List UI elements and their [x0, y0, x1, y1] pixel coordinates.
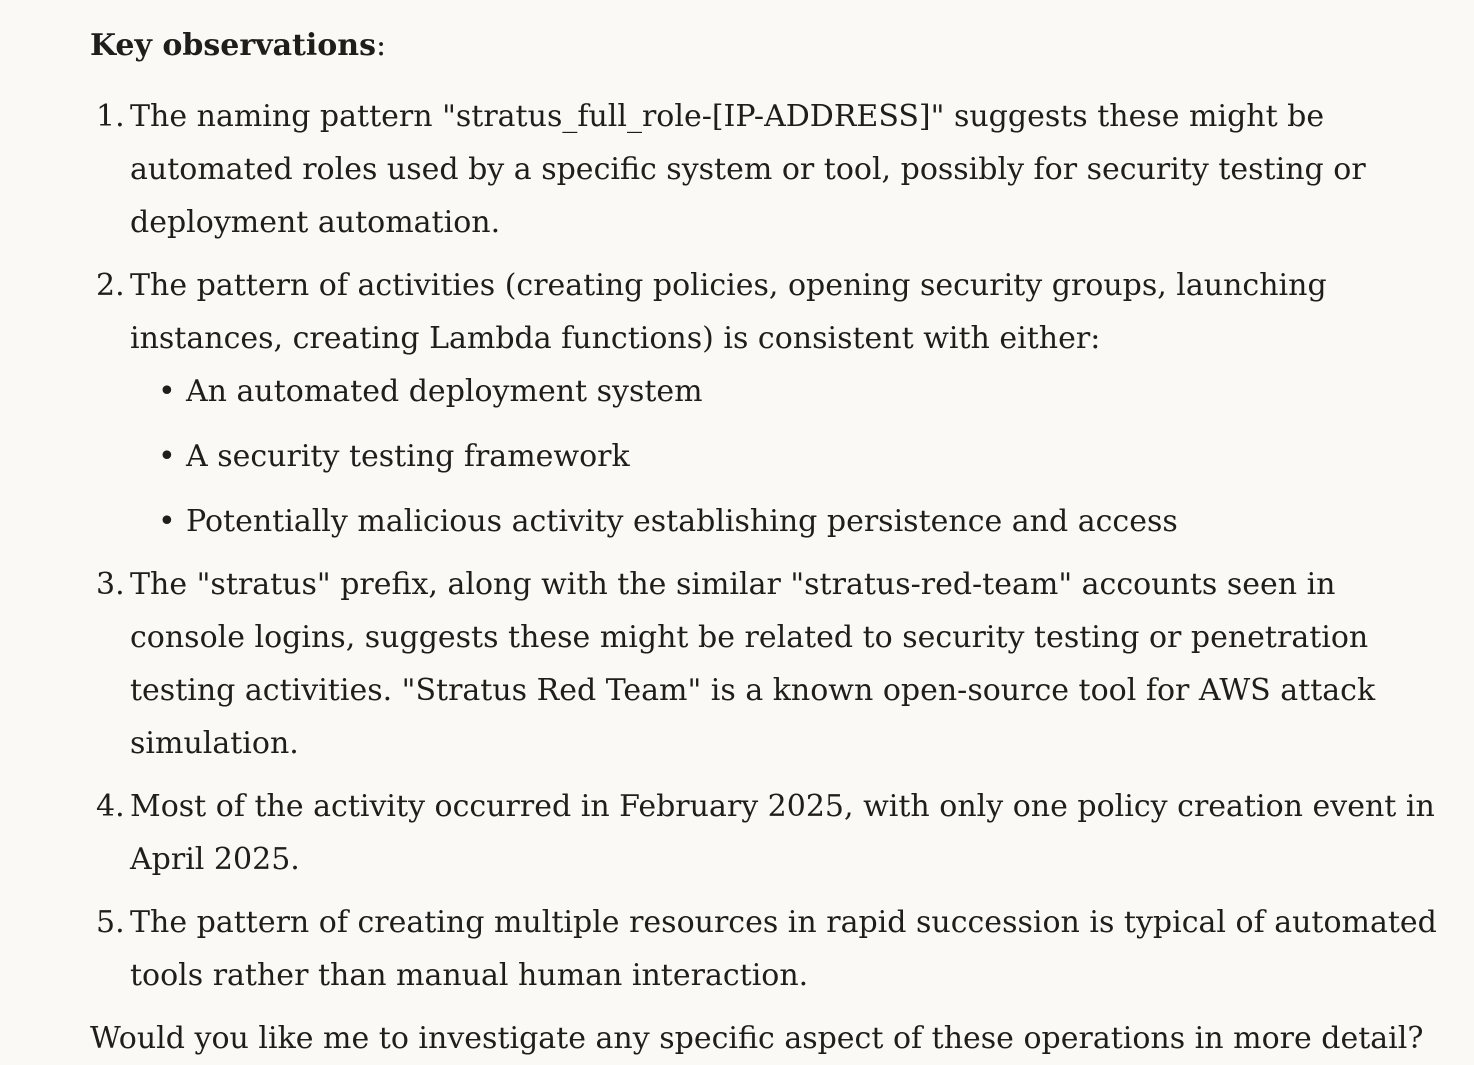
observation-item-5 [96, 896, 1460, 1002]
observation-text: The pattern of activities (creating policies, opening security groups, launching instances, creating Lambda functions) is consistent with either: [130, 268, 1327, 356]
observation-item-4 [96, 780, 1460, 886]
observation-item-3 [96, 558, 1460, 770]
bullet-icon: • [158, 374, 176, 409]
observation-item-1 [96, 90, 1460, 249]
list-item [158, 430, 1460, 483]
heading-label: Key observations [90, 28, 376, 63]
bullet-icon: • [158, 504, 176, 539]
list-item [158, 365, 1460, 418]
list-item-text: A security testing framework [186, 439, 630, 474]
key-observations-heading [90, 19, 1460, 72]
bullet-icon: • [158, 439, 176, 474]
heading-suffix: : [375, 28, 387, 63]
assistant-message [90, 19, 1460, 1065]
observation-number: 4. [96, 789, 125, 824]
activity-possibilities-list [130, 365, 1460, 548]
observation-number: 3. [96, 567, 125, 602]
observation-text: The naming pattern "stratus_full_role-[IP-ADDRESS]" suggests these might be automated roles used by a specific system or tool, possibly for security testing or deployment automation. [130, 99, 1366, 240]
observation-text: The pattern of creating multiple resources in rapid succession is typical of automated tools rather than manual human interaction. [130, 905, 1437, 993]
list-item-text: An automated deployment system [186, 374, 703, 409]
observation-text: Most of the activity occurred in February 2025, with only one policy creation event in April 2025. [130, 789, 1435, 877]
observation-number: 1. [96, 99, 125, 134]
observation-number: 2. [96, 268, 125, 303]
list-item [158, 495, 1460, 548]
observation-item-2 [96, 259, 1460, 548]
list-item-text: Potentially malicious activity establishing persistence and access [186, 504, 1178, 539]
observation-text: The "stratus" prefix, along with the similar "stratus-red-team" accounts seen in console logins, suggests these might be related to security testing or penetration testing activities. "Stratus Red Team" is a known open-source tool for AWS attack simulation. [130, 567, 1376, 761]
closing-question: Would you like me to investigate any specific aspect of these operations in more detail? [90, 1021, 1424, 1056]
observations-list [90, 90, 1460, 1002]
observation-number: 5. [96, 905, 125, 940]
